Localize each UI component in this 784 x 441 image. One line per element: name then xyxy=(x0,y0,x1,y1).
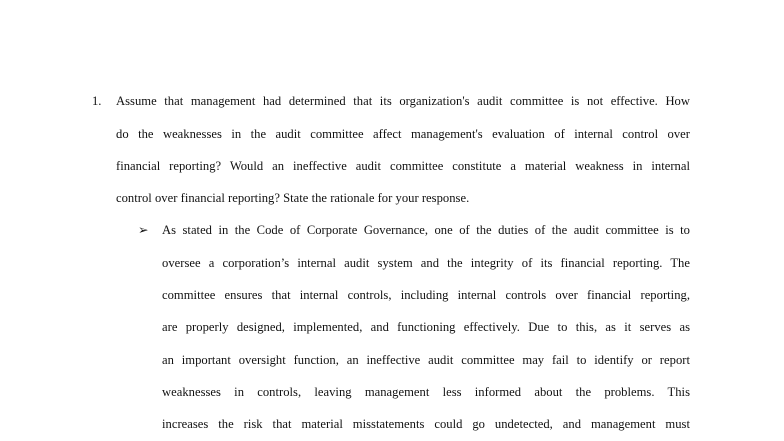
answer-line: are properly designed, implemented, and functioning effectively. Due to this, as it serves as xyxy=(162,320,690,334)
answer-line: As stated in the Code of Corporate Governance, one of the duties of the audit committee is to xyxy=(162,223,690,237)
question-line: financial reporting? Would an ineffective audit committee constitute a material weakness in internal xyxy=(116,159,690,173)
question-line: do the weaknesses in the audit committee affect management's evaluation of internal control over xyxy=(116,127,690,141)
answer-line: an important oversight function, an ineffective audit committee may fail to identify or report xyxy=(162,353,690,367)
question-line: Assume that management had determined that its organization's audit committee is not effective. How xyxy=(116,94,690,108)
question-line: control over financial reporting? State the rationale for your response. xyxy=(116,191,470,205)
answer-line: committee ensures that internal controls, including internal controls over financial reporting, xyxy=(162,288,690,302)
answer-line: oversee a corporation’s internal audit system and the integrity of its financial reporting. The xyxy=(162,256,690,270)
question-number: 1. xyxy=(92,94,102,108)
answer-line: increases the risk that material misstatements could go undetected, and management must xyxy=(162,417,690,431)
answer-line: weaknesses in controls, leaving management less informed about the problems. This xyxy=(162,385,690,399)
arrow-bullet-icon: ➢ xyxy=(138,223,149,237)
